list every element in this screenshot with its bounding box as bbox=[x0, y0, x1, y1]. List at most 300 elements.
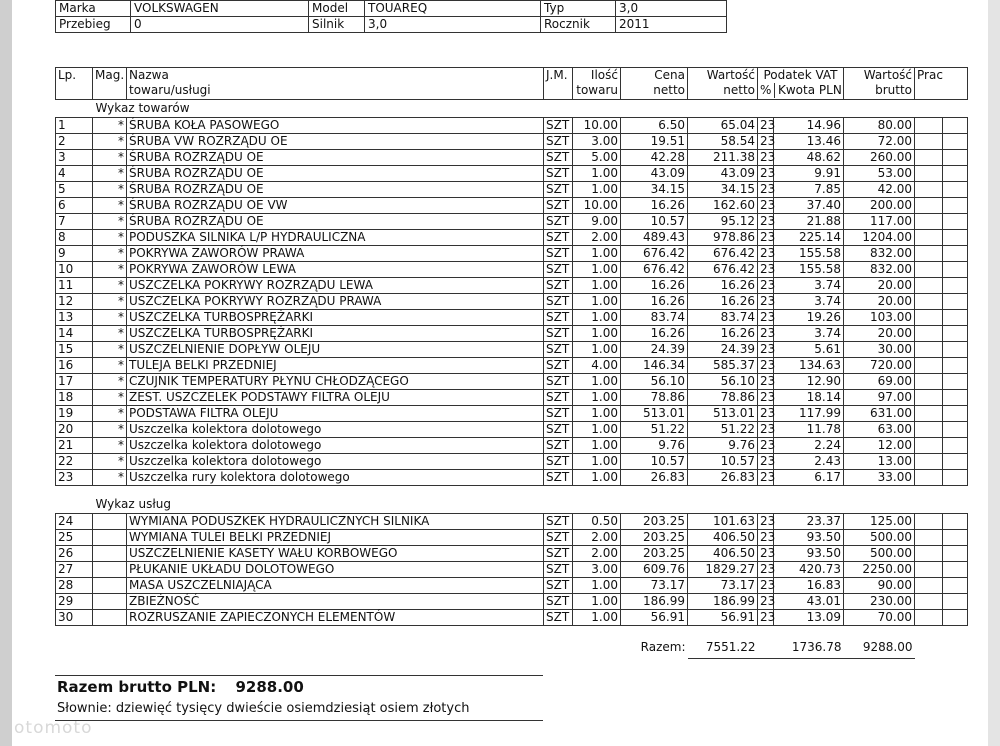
cell-lp: 21 bbox=[56, 438, 93, 454]
cell-mag: * bbox=[93, 166, 127, 182]
cell-gross: 53.00 bbox=[844, 166, 915, 182]
cell-net: 16.26 bbox=[688, 278, 758, 294]
cell-price: 489.43 bbox=[621, 230, 688, 246]
cell-price: 203.25 bbox=[621, 546, 688, 562]
cell-prac bbox=[915, 390, 943, 406]
cell-gross: 125.00 bbox=[844, 514, 915, 530]
cell-prac bbox=[915, 310, 943, 326]
cell-vat-rate: 23 bbox=[758, 150, 774, 166]
cell-net: 676.42 bbox=[688, 246, 758, 262]
cell-qty: 1.00 bbox=[573, 246, 621, 262]
engine-value: 3,0 bbox=[365, 17, 541, 33]
cell-vat-rate: 23 bbox=[758, 262, 774, 278]
cell-vat-rate: 23 bbox=[758, 166, 774, 182]
cell-vat-amount: 5.61 bbox=[774, 342, 844, 358]
cell-vat-amount: 48.62 bbox=[774, 150, 844, 166]
cell-lp: 7 bbox=[56, 214, 93, 230]
cell-lp: 11 bbox=[56, 278, 93, 294]
cell-price: 56.91 bbox=[621, 610, 688, 626]
cell-vat-amount: 14.96 bbox=[774, 118, 844, 134]
cell-gross: 20.00 bbox=[844, 278, 915, 294]
cell-gross: 80.00 bbox=[844, 118, 915, 134]
cell-vat-rate: 23 bbox=[758, 390, 774, 406]
cell-gross: 1204.00 bbox=[844, 230, 915, 246]
table-row bbox=[56, 470, 968, 486]
cell-name: USZCZELNIENIE DOPŁYW OLEJU bbox=[127, 342, 544, 358]
cell-price: 9.76 bbox=[621, 438, 688, 454]
cell-gross: 500.00 bbox=[844, 530, 915, 546]
cell-extra bbox=[943, 390, 968, 406]
cell-extra bbox=[943, 150, 968, 166]
cell-net: 10.57 bbox=[688, 454, 758, 470]
cell-net: 56.91 bbox=[688, 610, 758, 626]
cell-prac bbox=[915, 422, 943, 438]
cell-jm: SZT bbox=[544, 390, 573, 406]
table-row bbox=[56, 562, 968, 578]
cell-gross: 200.00 bbox=[844, 198, 915, 214]
cell-price: 146.34 bbox=[621, 358, 688, 374]
cell-vat-rate: 23 bbox=[758, 438, 774, 454]
cell-lp: 10 bbox=[56, 262, 93, 278]
table-row bbox=[56, 134, 968, 150]
cell-name: POKRYWA ZAWORÓW PRAWA bbox=[127, 246, 544, 262]
cell-mag: * bbox=[93, 230, 127, 246]
cell-gross: 2250.00 bbox=[844, 562, 915, 578]
gross-total-line bbox=[55, 675, 543, 698]
cell-net: 676.42 bbox=[688, 262, 758, 278]
cell-name: ŚRUBA KOŁA PASOWEGO bbox=[127, 118, 544, 134]
cell-vat-amount: 37.40 bbox=[774, 198, 844, 214]
cell-lp: 18 bbox=[56, 390, 93, 406]
cell-vat-amount: 3.74 bbox=[774, 294, 844, 310]
cell-prac bbox=[915, 514, 943, 530]
cell-jm: SZT bbox=[544, 530, 573, 546]
cell-lp: 27 bbox=[56, 562, 93, 578]
cell-prac bbox=[915, 610, 943, 626]
table-row bbox=[56, 406, 968, 422]
cell-qty: 0.50 bbox=[573, 514, 621, 530]
cell-vat-rate: 23 bbox=[758, 578, 774, 594]
cell-net: 211.38 bbox=[688, 150, 758, 166]
cell-jm: SZT bbox=[544, 166, 573, 182]
cell-vat-rate: 23 bbox=[758, 198, 774, 214]
cell-qty: 1.00 bbox=[573, 454, 621, 470]
cell-vat-rate: 23 bbox=[758, 546, 774, 562]
cell-qty: 2.00 bbox=[573, 530, 621, 546]
cell-vat-amount: 12.90 bbox=[774, 374, 844, 390]
cell-mag: * bbox=[93, 246, 127, 262]
cell-vat-amount: 117.99 bbox=[774, 406, 844, 422]
cell-name: WYMIANA PODUSZKEK HYDRAULICZNYCH SILNIKA bbox=[127, 514, 544, 530]
cell-prac bbox=[915, 166, 943, 182]
cell-mag bbox=[93, 578, 127, 594]
cell-vat-rate: 23 bbox=[758, 454, 774, 470]
cell-jm: SZT bbox=[544, 230, 573, 246]
cell-gross: 631.00 bbox=[844, 406, 915, 422]
cell-gross: 69.00 bbox=[844, 374, 915, 390]
cell-name: Uszczelka rury kolektora dolotowego bbox=[127, 470, 544, 486]
year-value: 2011 bbox=[616, 17, 727, 33]
col-net: Wartość netto bbox=[688, 68, 758, 100]
cell-net: 24.39 bbox=[688, 342, 758, 358]
cell-jm: SZT bbox=[544, 514, 573, 530]
cell-mag: * bbox=[93, 326, 127, 342]
cell-net: 16.26 bbox=[688, 326, 758, 342]
cell-prac bbox=[915, 530, 943, 546]
cell-gross: 97.00 bbox=[844, 390, 915, 406]
cell-lp: 5 bbox=[56, 182, 93, 198]
cell-vat-rate: 23 bbox=[758, 342, 774, 358]
cell-vat-rate: 23 bbox=[758, 230, 774, 246]
cell-vat-rate: 23 bbox=[758, 118, 774, 134]
cell-mag bbox=[93, 514, 127, 530]
cell-jm: SZT bbox=[544, 134, 573, 150]
cell-qty: 4.00 bbox=[573, 358, 621, 374]
cell-vat-amount: 11.78 bbox=[774, 422, 844, 438]
table-header-row bbox=[56, 68, 968, 100]
table-row bbox=[56, 454, 968, 470]
cell-name: ŚRUBA ROZRZĄDU OE bbox=[127, 166, 544, 182]
table-row bbox=[56, 262, 968, 278]
cell-mag: * bbox=[93, 214, 127, 230]
cell-lp: 12 bbox=[56, 294, 93, 310]
cell-prac bbox=[915, 342, 943, 358]
cell-extra bbox=[943, 454, 968, 470]
cell-mag: * bbox=[93, 470, 127, 486]
cell-jm: SZT bbox=[544, 326, 573, 342]
totals-label: Razem: bbox=[640, 639, 686, 654]
cell-name: ZBIEŻNOŚĆ bbox=[127, 594, 544, 610]
cell-vat-rate: 23 bbox=[758, 406, 774, 422]
cell-name: ŚRUBA ROZRZĄDU OE bbox=[127, 214, 544, 230]
cell-extra bbox=[943, 230, 968, 246]
table-row bbox=[56, 374, 968, 390]
cell-vat-rate: 23 bbox=[758, 182, 774, 198]
cell-price: 6.50 bbox=[621, 118, 688, 134]
cell-lp: 15 bbox=[56, 342, 93, 358]
cell-price: 56.10 bbox=[621, 374, 688, 390]
cell-mag bbox=[93, 530, 127, 546]
table-row bbox=[56, 246, 968, 262]
cell-name: Uszczelka kolektora dolotowego bbox=[127, 438, 544, 454]
page-edge-left bbox=[0, 0, 12, 746]
cell-vat-amount: 13.09 bbox=[774, 610, 844, 626]
table-row bbox=[56, 546, 968, 562]
cell-mag: * bbox=[93, 358, 127, 374]
cell-prac bbox=[915, 594, 943, 610]
cell-prac bbox=[915, 562, 943, 578]
cell-price: 34.15 bbox=[621, 182, 688, 198]
cell-lp: 2 bbox=[56, 134, 93, 150]
cell-jm: SZT bbox=[544, 610, 573, 626]
totals-vat: 1736.78 bbox=[774, 636, 844, 659]
cell-prac bbox=[915, 326, 943, 342]
cell-vat-amount: 225.14 bbox=[774, 230, 844, 246]
cell-jm: SZT bbox=[544, 406, 573, 422]
cell-qty: 10.00 bbox=[573, 198, 621, 214]
cell-mag: * bbox=[93, 454, 127, 470]
table-row bbox=[56, 514, 968, 530]
year-label: Rocznik bbox=[541, 17, 616, 33]
type-label: Typ bbox=[541, 1, 616, 17]
cell-qty: 1.00 bbox=[573, 166, 621, 182]
cell-qty: 1.00 bbox=[573, 470, 621, 486]
cell-prac bbox=[915, 214, 943, 230]
cell-jm: SZT bbox=[544, 118, 573, 134]
cell-jm: SZT bbox=[544, 454, 573, 470]
cell-price: 16.26 bbox=[621, 278, 688, 294]
cell-qty: 1.00 bbox=[573, 310, 621, 326]
cell-jm: SZT bbox=[544, 182, 573, 198]
cell-jm: SZT bbox=[544, 342, 573, 358]
cell-gross: 260.00 bbox=[844, 150, 915, 166]
cell-extra bbox=[943, 166, 968, 182]
cell-price: 78.86 bbox=[621, 390, 688, 406]
cell-name: ŚRUBA VW ROZRZĄDU OE bbox=[127, 134, 544, 150]
cell-net: 585.37 bbox=[688, 358, 758, 374]
table-row bbox=[56, 390, 968, 406]
cell-net: 83.74 bbox=[688, 310, 758, 326]
table-row bbox=[56, 342, 968, 358]
cell-vat-amount: 6.17 bbox=[774, 470, 844, 486]
table-row bbox=[56, 438, 968, 454]
col-qty: Ilość towaru bbox=[573, 68, 621, 100]
cell-price: 513.01 bbox=[621, 406, 688, 422]
cell-prac bbox=[915, 118, 943, 134]
cell-lp: 22 bbox=[56, 454, 93, 470]
cell-vat-rate: 23 bbox=[758, 530, 774, 546]
cell-mag: * bbox=[93, 438, 127, 454]
cell-name: ŚRUBA ROZRZĄDU OE bbox=[127, 150, 544, 166]
table-row bbox=[56, 198, 968, 214]
cell-name: Uszczelka kolektora dolotowego bbox=[127, 422, 544, 438]
col-vat: Podatek VAT % Kwota PLN bbox=[758, 68, 844, 100]
cell-vat-amount: 155.58 bbox=[774, 246, 844, 262]
cell-mag bbox=[93, 546, 127, 562]
cell-qty: 2.00 bbox=[573, 546, 621, 562]
cell-net: 43.09 bbox=[688, 166, 758, 182]
cell-mag: * bbox=[93, 150, 127, 166]
cell-mag: * bbox=[93, 134, 127, 150]
cell-net: 56.10 bbox=[688, 374, 758, 390]
table-row bbox=[56, 278, 968, 294]
cell-gross: 12.00 bbox=[844, 438, 915, 454]
cell-lp: 25 bbox=[56, 530, 93, 546]
cell-name: ROZRUSZANIE ZAPIECZONYCH ELEMENTÓW bbox=[127, 610, 544, 626]
table-row bbox=[56, 326, 968, 342]
cell-extra bbox=[943, 246, 968, 262]
items-table bbox=[55, 67, 968, 659]
cell-price: 42.28 bbox=[621, 150, 688, 166]
cell-mag bbox=[93, 594, 127, 610]
section-services-title: Wykaz usług bbox=[95, 497, 171, 511]
type-value: 3,0 bbox=[616, 1, 727, 17]
cell-qty: 5.00 bbox=[573, 150, 621, 166]
cell-vat-amount: 93.50 bbox=[774, 546, 844, 562]
cell-net: 406.50 bbox=[688, 546, 758, 562]
cell-price: 16.26 bbox=[621, 326, 688, 342]
cell-qty: 1.00 bbox=[573, 262, 621, 278]
cell-jm: SZT bbox=[544, 262, 573, 278]
cell-price: 609.76 bbox=[621, 562, 688, 578]
cell-lp: 4 bbox=[56, 166, 93, 182]
cell-vat-amount: 23.37 bbox=[774, 514, 844, 530]
cell-extra bbox=[943, 422, 968, 438]
cell-net: 26.83 bbox=[688, 470, 758, 486]
cell-jm: SZT bbox=[544, 578, 573, 594]
cell-mag: * bbox=[93, 118, 127, 134]
table-row bbox=[56, 230, 968, 246]
cell-vat-rate: 23 bbox=[758, 214, 774, 230]
cell-price: 24.39 bbox=[621, 342, 688, 358]
cell-qty: 1.00 bbox=[573, 610, 621, 626]
cell-vat-amount: 43.01 bbox=[774, 594, 844, 610]
cell-name: ZEST. USZCZELEK PODSTAWY FILTRA OLEJU bbox=[127, 390, 544, 406]
cell-name: USZCZELKA TURBOSPRĘŻARKI bbox=[127, 310, 544, 326]
cell-price: 186.99 bbox=[621, 594, 688, 610]
cell-qty: 10.00 bbox=[573, 118, 621, 134]
cell-vat-rate: 23 bbox=[758, 326, 774, 342]
cell-vat-rate: 23 bbox=[758, 246, 774, 262]
cell-jm: SZT bbox=[544, 214, 573, 230]
cell-qty: 3.00 bbox=[573, 134, 621, 150]
cell-name: Uszczelka kolektora dolotowego bbox=[127, 454, 544, 470]
table-row bbox=[56, 294, 968, 310]
cell-qty: 1.00 bbox=[573, 406, 621, 422]
cell-extra bbox=[943, 610, 968, 626]
cell-prac bbox=[915, 134, 943, 150]
cell-qty: 1.00 bbox=[573, 390, 621, 406]
cell-extra bbox=[943, 578, 968, 594]
table-row bbox=[56, 118, 968, 134]
cell-prac bbox=[915, 454, 943, 470]
cell-lp: 19 bbox=[56, 406, 93, 422]
cell-name: USZCZELNIENIE KASETY WAŁU KORBOWEGO bbox=[127, 546, 544, 562]
cell-gross: 832.00 bbox=[844, 246, 915, 262]
col-price: Cena netto bbox=[621, 68, 688, 100]
cell-vat-amount: 18.14 bbox=[774, 390, 844, 406]
cell-mag: * bbox=[93, 310, 127, 326]
cell-qty: 9.00 bbox=[573, 214, 621, 230]
cell-mag: * bbox=[93, 182, 127, 198]
cell-prac bbox=[915, 546, 943, 562]
cell-price: 51.22 bbox=[621, 422, 688, 438]
cell-qty: 1.00 bbox=[573, 594, 621, 610]
section-goods-title: Wykaz towarów bbox=[95, 101, 190, 115]
cell-extra bbox=[943, 198, 968, 214]
totals-row bbox=[56, 636, 968, 659]
cell-net: 186.99 bbox=[688, 594, 758, 610]
cell-qty: 1.00 bbox=[573, 182, 621, 198]
table-row bbox=[56, 358, 968, 374]
cell-vat-rate: 23 bbox=[758, 358, 774, 374]
cell-qty: 1.00 bbox=[573, 326, 621, 342]
cell-prac bbox=[915, 230, 943, 246]
cell-vat-amount: 9.91 bbox=[774, 166, 844, 182]
table-row bbox=[56, 150, 968, 166]
cell-prac bbox=[915, 278, 943, 294]
cell-prac bbox=[915, 262, 943, 278]
cell-gross: 33.00 bbox=[844, 470, 915, 486]
cell-name: USZCZELKA TURBOSPRĘŻARKI bbox=[127, 326, 544, 342]
cell-extra bbox=[943, 438, 968, 454]
cell-jm: SZT bbox=[544, 470, 573, 486]
cell-net: 34.15 bbox=[688, 182, 758, 198]
cell-vat-amount: 2.43 bbox=[774, 454, 844, 470]
cell-price: 73.17 bbox=[621, 578, 688, 594]
cell-prac bbox=[915, 374, 943, 390]
cell-vat-rate: 23 bbox=[758, 374, 774, 390]
cell-price: 26.83 bbox=[621, 470, 688, 486]
cell-lp: 16 bbox=[56, 358, 93, 374]
cell-vat-rate: 23 bbox=[758, 514, 774, 530]
cell-extra bbox=[943, 294, 968, 310]
cell-qty: 1.00 bbox=[573, 578, 621, 594]
cell-extra bbox=[943, 262, 968, 278]
cell-mag: * bbox=[93, 342, 127, 358]
cell-gross: 832.00 bbox=[844, 262, 915, 278]
cell-gross: 20.00 bbox=[844, 294, 915, 310]
cell-gross: 720.00 bbox=[844, 358, 915, 374]
cell-gross: 500.00 bbox=[844, 546, 915, 562]
cell-qty: 1.00 bbox=[573, 422, 621, 438]
cell-extra bbox=[943, 134, 968, 150]
cell-vat-amount: 155.58 bbox=[774, 262, 844, 278]
cell-lp: 8 bbox=[56, 230, 93, 246]
cell-lp: 28 bbox=[56, 578, 93, 594]
gross-total-label: Razem brutto PLN: bbox=[57, 678, 217, 696]
cell-lp: 20 bbox=[56, 422, 93, 438]
cell-extra bbox=[943, 374, 968, 390]
cell-price: 16.26 bbox=[621, 294, 688, 310]
cell-mag: * bbox=[93, 406, 127, 422]
cell-name: TULEJA BELKI PRZEDNIEJ bbox=[127, 358, 544, 374]
mileage-label: Przebieg bbox=[56, 17, 131, 33]
cell-prac bbox=[915, 406, 943, 422]
cell-net: 978.86 bbox=[688, 230, 758, 246]
cell-vat-rate: 23 bbox=[758, 562, 774, 578]
engine-label: Silnik bbox=[309, 17, 365, 33]
cell-net: 73.17 bbox=[688, 578, 758, 594]
cell-price: 676.42 bbox=[621, 246, 688, 262]
cell-name: ŚRUBA ROZRZĄDU OE bbox=[127, 182, 544, 198]
cell-gross: 72.00 bbox=[844, 134, 915, 150]
watermark: otomoto bbox=[14, 718, 93, 738]
cell-vat-amount: 3.74 bbox=[774, 326, 844, 342]
cell-jm: SZT bbox=[544, 294, 573, 310]
cell-net: 406.50 bbox=[688, 530, 758, 546]
cell-extra bbox=[943, 342, 968, 358]
section-services-row bbox=[56, 496, 968, 514]
cell-gross: 20.00 bbox=[844, 326, 915, 342]
model-value: TOUAREQ bbox=[365, 1, 541, 17]
cell-net: 162.60 bbox=[688, 198, 758, 214]
cell-name: WYMIANA TULEI BELKI PRZEDNIEJ bbox=[127, 530, 544, 546]
cell-name: ŚRUBA ROZRZĄDU OE VW bbox=[127, 198, 544, 214]
cell-lp: 23 bbox=[56, 470, 93, 486]
cell-name: USZCZELKA POKRYWY ROZRZĄDU PRAWA bbox=[127, 294, 544, 310]
cell-extra bbox=[943, 326, 968, 342]
cell-net: 58.54 bbox=[688, 134, 758, 150]
cell-price: 19.51 bbox=[621, 134, 688, 150]
table-row bbox=[56, 530, 968, 546]
cell-gross: 103.00 bbox=[844, 310, 915, 326]
cell-qty: 1.00 bbox=[573, 374, 621, 390]
cell-vat-rate: 23 bbox=[758, 470, 774, 486]
cell-price: 676.42 bbox=[621, 262, 688, 278]
cell-extra bbox=[943, 118, 968, 134]
cell-vat-amount: 134.63 bbox=[774, 358, 844, 374]
